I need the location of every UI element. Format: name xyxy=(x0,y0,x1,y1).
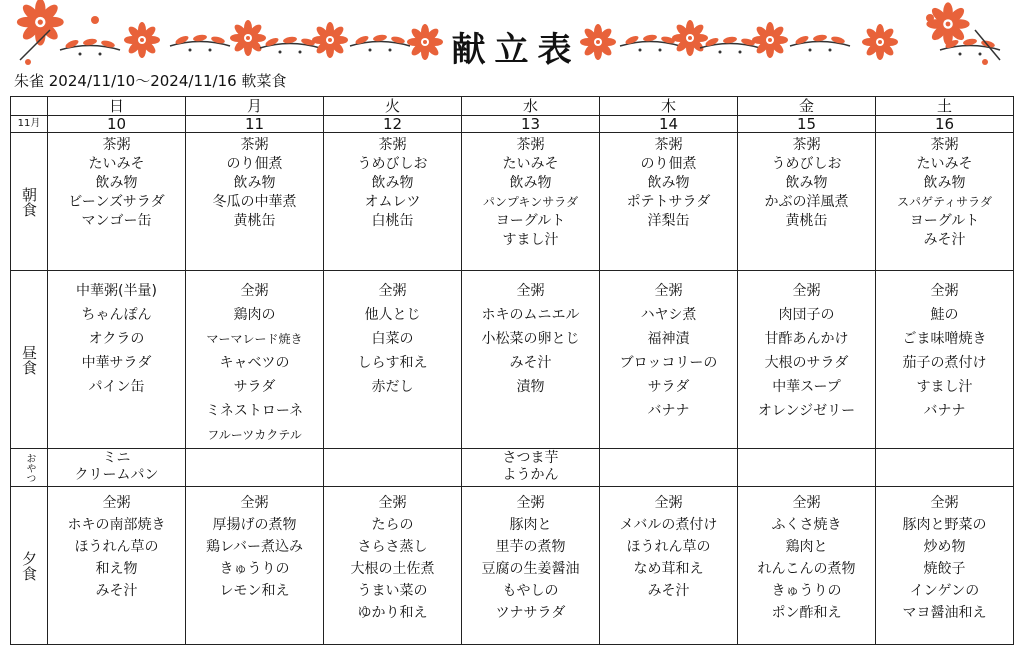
menu-item: オムレツ xyxy=(364,194,421,210)
menu-item: パンプキンサラダ xyxy=(482,195,579,209)
day-thu: 木 xyxy=(600,97,738,116)
dinner-cell xyxy=(600,487,738,645)
menu-item: マンゴー缶 xyxy=(81,213,152,229)
menu-item: もやしの xyxy=(502,583,559,599)
menu-item: 鶏肉の xyxy=(233,307,276,323)
lunch-cell xyxy=(186,271,324,449)
menu-item: 和え物 xyxy=(95,561,138,577)
menu-item: 漬物 xyxy=(516,379,545,395)
menu-item: のり佃煮 xyxy=(640,156,697,172)
day-tue: 火 xyxy=(324,97,462,116)
breakfast-row xyxy=(11,133,1014,271)
menu-item: バナナ xyxy=(647,403,690,419)
menu-item: パイン缶 xyxy=(88,379,145,395)
menu-item: マヨ醤油和え xyxy=(902,605,987,621)
menu-item: 茶粥 xyxy=(516,137,545,153)
breakfast-label: 朝食 xyxy=(11,133,48,271)
menu-item: みそ汁 xyxy=(509,355,552,371)
menu-item: 黄桃缶 xyxy=(233,213,276,229)
menu-item: ブロッコリーの xyxy=(619,355,718,371)
menu-item: ツナサラダ xyxy=(495,605,566,621)
date-cell: 15 xyxy=(738,116,876,133)
menu-item: ミネストローネ xyxy=(205,403,304,419)
menu-item: ビーンズサラダ xyxy=(68,194,165,210)
menu-item: 白菜の xyxy=(371,331,414,347)
menu-item: 鶏レバー煮込み xyxy=(205,539,304,555)
menu-item: 甘酢あんかけ xyxy=(764,331,849,347)
menu-item: 豚肉と野菜の xyxy=(902,517,987,533)
menu-item: うまい菜の xyxy=(357,583,428,599)
menu-item: サラダ xyxy=(233,379,276,395)
menu-item: 白桃缶 xyxy=(371,213,414,229)
menu-item: すまし汁 xyxy=(502,232,559,248)
menu-item: 茶粥 xyxy=(792,137,821,153)
menu-item: みそ汁 xyxy=(647,583,690,599)
menu-item: さつま芋 xyxy=(502,450,559,466)
menu-item: しらす和え xyxy=(357,355,428,371)
lunch-cell xyxy=(48,271,186,449)
menu-item: 鶏肉と xyxy=(785,539,828,555)
menu-item: 中華サラダ xyxy=(81,355,152,371)
menu-item: 茶粥 xyxy=(930,137,959,153)
menu-item: 全粥 xyxy=(792,495,821,511)
menu-item: みそ汁 xyxy=(95,583,138,599)
menu-item: ヨーグルト xyxy=(495,213,566,229)
dinner-cell xyxy=(186,487,324,645)
menu-item: すまし汁 xyxy=(916,379,973,395)
menu-item: ゆかり和え xyxy=(357,605,428,621)
left-corner-ornament xyxy=(17,0,120,65)
menu-item: 全粥 xyxy=(240,283,269,299)
menu-item: かぶの洋風煮 xyxy=(764,194,849,210)
lunch-label: 昼食 xyxy=(11,271,48,449)
menu-item: ふくさ焼き xyxy=(771,517,842,533)
lunch-row xyxy=(11,271,1014,449)
breakfast-cell xyxy=(186,133,324,271)
menu-item: 茶粥 xyxy=(102,137,131,153)
menu-item: みそ汁 xyxy=(923,232,966,248)
menu-item: 全粥 xyxy=(930,283,959,299)
right-corner-ornament xyxy=(926,2,1000,65)
menu-item: 全粥 xyxy=(102,495,131,511)
menu-item: たらの xyxy=(371,517,414,533)
lunch-cell xyxy=(324,271,462,449)
menu-item: 飲み物 xyxy=(509,175,552,191)
menu-item: 焼餃子 xyxy=(923,561,966,577)
menu-item: 里芋の煮物 xyxy=(495,539,566,555)
menu-item: ハヤシ煮 xyxy=(640,307,697,323)
snack-row xyxy=(11,449,1014,487)
day-fri: 金 xyxy=(738,97,876,116)
corner-cell xyxy=(11,97,48,116)
menu-item: 飲み物 xyxy=(923,175,966,191)
menu-item: 全粥 xyxy=(516,283,545,299)
menu-item: 茄子の煮付け xyxy=(902,355,987,371)
menu-item: キャベツの xyxy=(219,355,290,371)
snack-cell xyxy=(876,449,1014,487)
menu-item: ポン酢和え xyxy=(771,605,842,621)
breakfast-cell xyxy=(48,133,186,271)
menu-item: 冬瓜の中華煮 xyxy=(212,194,297,210)
date-cell: 12 xyxy=(324,116,462,133)
subtitle: 朱雀 2024/11/10〜2024/11/16 軟菜食 xyxy=(14,72,287,90)
menu-item: インゲンの xyxy=(909,583,980,599)
menu-item: 黄桃缶 xyxy=(785,213,828,229)
dinner-label: 夕食 xyxy=(11,487,48,645)
day-mon: 月 xyxy=(186,97,324,116)
breakfast-cell xyxy=(738,133,876,271)
menu-item: 飲み物 xyxy=(647,175,690,191)
menu-item: 鮭の xyxy=(930,307,959,323)
dinner-cell xyxy=(738,487,876,645)
menu-item: ポテトサラダ xyxy=(626,194,711,210)
menu-item: 全粥 xyxy=(654,283,683,299)
menu-item: メバルの煮付け xyxy=(619,517,718,533)
menu-item: スパゲティサラダ xyxy=(897,195,992,209)
menu-item: 小松菜の卵とじ xyxy=(481,331,580,347)
day-header-row xyxy=(11,97,1014,116)
menu-item: 福神漬 xyxy=(647,331,690,347)
menu-item: 洋梨缶 xyxy=(647,213,690,229)
menu-item: 全粥 xyxy=(516,495,545,511)
menu-item: ほうれん草の xyxy=(74,539,159,555)
menu-item: ほうれん草の xyxy=(626,539,711,555)
menu-item: たいみそ xyxy=(502,156,559,172)
menu-item: 豚肉と xyxy=(509,517,552,533)
menu-item: 全粥 xyxy=(930,495,959,511)
dinner-row xyxy=(11,487,1014,645)
menu-item: 茶粥 xyxy=(654,137,683,153)
menu-item: きゅうりの xyxy=(771,583,842,599)
menu-item: 豆腐の生姜醤油 xyxy=(481,561,580,577)
menu-item: レモン和え xyxy=(219,583,290,599)
dinner-cell xyxy=(462,487,600,645)
date-row xyxy=(11,116,1014,133)
menu-item: ミニ xyxy=(102,450,131,466)
snack-cell xyxy=(324,449,462,487)
menu-item: 全粥 xyxy=(240,495,269,511)
menu-item: うめびしお xyxy=(771,156,842,172)
day-wed: 水 xyxy=(462,97,600,116)
menu-item: ちゃんぽん xyxy=(81,307,152,323)
menu-item: 他人とじ xyxy=(364,307,421,323)
snack-cell xyxy=(48,449,186,487)
menu-item: ヨーグルト xyxy=(909,213,980,229)
menu-item: 大根の土佐煮 xyxy=(350,561,435,577)
day-sun: 日 xyxy=(48,97,186,116)
menu-item: オレンジゼリー xyxy=(757,403,856,419)
menu-item: 赤だし xyxy=(371,379,414,395)
snack-cell xyxy=(600,449,738,487)
snack-label: おやつ xyxy=(11,449,48,487)
date-cell: 14 xyxy=(600,116,738,133)
date-cell: 16 xyxy=(876,116,1014,133)
breakfast-cell xyxy=(876,133,1014,271)
menu-item: クリームパン xyxy=(74,467,159,483)
menu-item: サラダ xyxy=(647,379,690,395)
snack-cell xyxy=(738,449,876,487)
menu-item: たいみそ xyxy=(88,156,145,172)
menu-item: 厚揚げの煮物 xyxy=(212,517,297,533)
day-sat: 土 xyxy=(876,97,1014,116)
menu-item: 飲み物 xyxy=(371,175,414,191)
menu-item: 飲み物 xyxy=(785,175,828,191)
menu-item: 全粥 xyxy=(378,495,407,511)
menu-item: 飲み物 xyxy=(95,175,138,191)
menu-item: れんこんの煮物 xyxy=(757,561,856,577)
month-label: 11月 xyxy=(11,116,48,133)
lunch-cell xyxy=(462,271,600,449)
dinner-cell xyxy=(48,487,186,645)
menu-item: バナナ xyxy=(923,403,966,419)
menu-item: 飲み物 xyxy=(233,175,276,191)
menu-item: さらさ蒸し xyxy=(357,539,428,555)
menu-item: 全粥 xyxy=(792,283,821,299)
menu-item: たいみそ xyxy=(916,156,973,172)
dinner-cell xyxy=(324,487,462,645)
lunch-cell xyxy=(876,271,1014,449)
menu-item: マーマレード焼き xyxy=(206,332,303,346)
snack-cell xyxy=(186,449,324,487)
breakfast-cell xyxy=(600,133,738,271)
date-cell: 10 xyxy=(48,116,186,133)
lunch-cell xyxy=(600,271,738,449)
menu-item: 茶粥 xyxy=(240,137,269,153)
breakfast-cell xyxy=(324,133,462,271)
menu-item: うめびしお xyxy=(357,156,428,172)
menu-item: フルーツカクテル xyxy=(207,428,302,442)
menu-item: 全粥 xyxy=(378,283,407,299)
dinner-cell xyxy=(876,487,1014,645)
menu-item: 炒め物 xyxy=(923,539,966,555)
menu-item: 大根のサラダ xyxy=(764,355,849,371)
lunch-cell xyxy=(738,271,876,449)
menu-item: 中華粥(半量) xyxy=(76,283,157,299)
menu-item: ごま味噌焼き xyxy=(902,331,987,347)
menu-item: 肉団子の xyxy=(778,307,835,323)
menu-table xyxy=(10,96,1014,645)
menu-item: 全粥 xyxy=(654,495,683,511)
breakfast-cell xyxy=(462,133,600,271)
date-cell: 13 xyxy=(462,116,600,133)
menu-item: 中華スープ xyxy=(772,379,841,395)
page-title: 献立表 xyxy=(451,30,581,70)
menu-item: なめ茸和え xyxy=(633,561,704,577)
menu-item: きゅうりの xyxy=(219,561,290,577)
menu-item: ホキのムニエル xyxy=(481,307,580,323)
menu-item: 茶粥 xyxy=(378,137,407,153)
menu-item: オクラの xyxy=(88,331,145,347)
menu-item: のり佃煮 xyxy=(226,156,283,172)
menu-item: ホキの南部焼き xyxy=(67,517,166,533)
snack-cell xyxy=(462,449,600,487)
menu-item: ようかん xyxy=(502,467,559,483)
date-cell: 11 xyxy=(186,116,324,133)
